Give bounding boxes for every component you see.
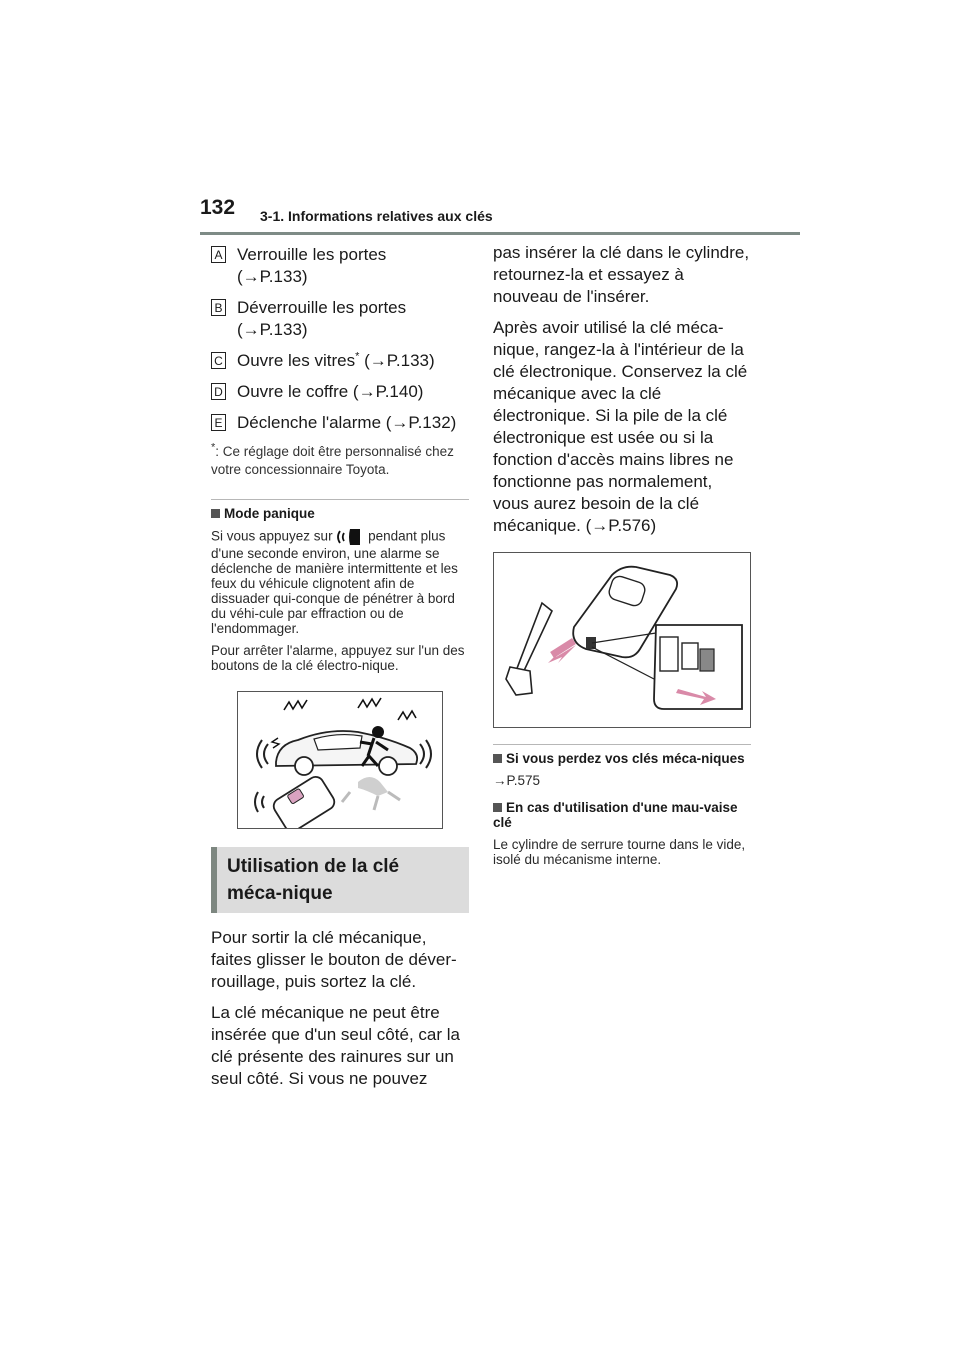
- square-bullet-icon: [493, 803, 502, 812]
- square-bullet-icon: [493, 754, 502, 763]
- label-box-c: C: [211, 352, 226, 369]
- left-column: [211, 244, 469, 1099]
- panic-paragraph: [211, 528, 469, 636]
- footnote-text: : Ce réglage doit être personnalisé chez votre concessionnaire Toyota.: [211, 444, 454, 477]
- square-bullet-icon: [211, 509, 220, 518]
- panic-alarm-illustration: [237, 691, 443, 829]
- insert-key-paragraph: La clé mécanique ne peut être insérée que d'un seul côté, car la clé présente des rainures sur un seul côté. Si vous ne pouvez: [211, 1003, 460, 1088]
- mechanical-key-illustration: [493, 552, 751, 728]
- panic-stop-paragraph: Pour arrêter l'alarme, appuyez sur l'un des boutons de la clé électro-nique.: [211, 643, 465, 673]
- header-divider: [200, 232, 800, 235]
- panic-heading: [211, 506, 469, 521]
- list-item-b: [211, 297, 469, 341]
- item-text: Verrouille les portes: [237, 245, 387, 264]
- panic-text-after: pendant plus d'une seconde environ, une alarme se déclenche de manière intermittente et les feux du véhicule clignotent afin de dissuader qui-conque de pénétrer à bord du véhi-cule par effraction ou de l'endommager.: [211, 528, 458, 636]
- label-box-b: B: [211, 299, 226, 316]
- item-text: Ouvre le coffre (→P.140): [237, 382, 424, 401]
- lost-keys-heading: [493, 751, 751, 766]
- footnote-star: *: [355, 350, 360, 363]
- extract-key-paragraph: Pour sortir la clé mécanique, faites glisser le bouton de déver-rouillage, puis sortez la clé.: [211, 928, 457, 991]
- right-column: [493, 242, 751, 874]
- store-key-paragraph: Après avoir utilisé la clé méca-nique, rangez-la à l'intérieur de la clé électronique. Conservez la clé mécanique avec la clé électronique. Si la pile de la clé électronique est usée ou si la fonction d'accès mains libres ne fonctionne pas normalement, vous aurez besoin de la clé mécanique. (→P.576): [493, 318, 748, 535]
- label-box-d: D: [211, 383, 226, 400]
- list-item-d: [211, 381, 469, 403]
- lost-keys-ref: →P.575: [493, 773, 541, 788]
- list-item-a: [211, 244, 469, 288]
- section-title: 3-1. Informations relatives aux clés: [260, 208, 493, 224]
- panic-title: Mode panique: [224, 506, 315, 521]
- key-release-drawing: [494, 553, 750, 727]
- section-divider: [493, 744, 751, 745]
- panic-text-before: Si vous appuyez sur: [211, 528, 333, 544]
- panic-button-icon: [336, 528, 364, 546]
- item-ref: (→P.133): [237, 320, 308, 339]
- item-text: Déverrouille les portes: [237, 298, 407, 317]
- car-alarm-drawing: [238, 692, 442, 828]
- lost-keys-title: Si vous perdez vos clés méca-niques: [506, 751, 745, 766]
- page-number: 132: [200, 196, 236, 219]
- mechanical-key-heading: Utilisation de la clé méca-nique: [211, 847, 469, 913]
- wrong-key-text: Le cylindre de serrure tourne dans le vide, isolé du mécanisme interne.: [493, 837, 746, 867]
- item-text: Ouvre les vitres: [237, 351, 356, 370]
- label-box-a: A: [211, 246, 226, 263]
- item-ref: (→P.133): [237, 267, 308, 286]
- footnote: [211, 443, 469, 479]
- retry-paragraph: pas insérer la clé dans le cylindre, retournez-la et essayez à nouveau de l'insérer.: [493, 243, 750, 306]
- item-ref: (→P.133): [359, 351, 435, 370]
- label-box-e: E: [211, 414, 226, 431]
- wrong-key-title: En cas d'utilisation d'une mau-vaise clé: [493, 800, 738, 830]
- item-text: Déclenche l'alarme (→P.132): [237, 413, 457, 432]
- section-divider: [211, 499, 469, 500]
- wrong-key-heading: [493, 800, 751, 830]
- list-item-e: [211, 412, 469, 434]
- list-item-c: [211, 350, 469, 372]
- page-header: [200, 196, 800, 236]
- footnote-mark: *: [211, 441, 216, 454]
